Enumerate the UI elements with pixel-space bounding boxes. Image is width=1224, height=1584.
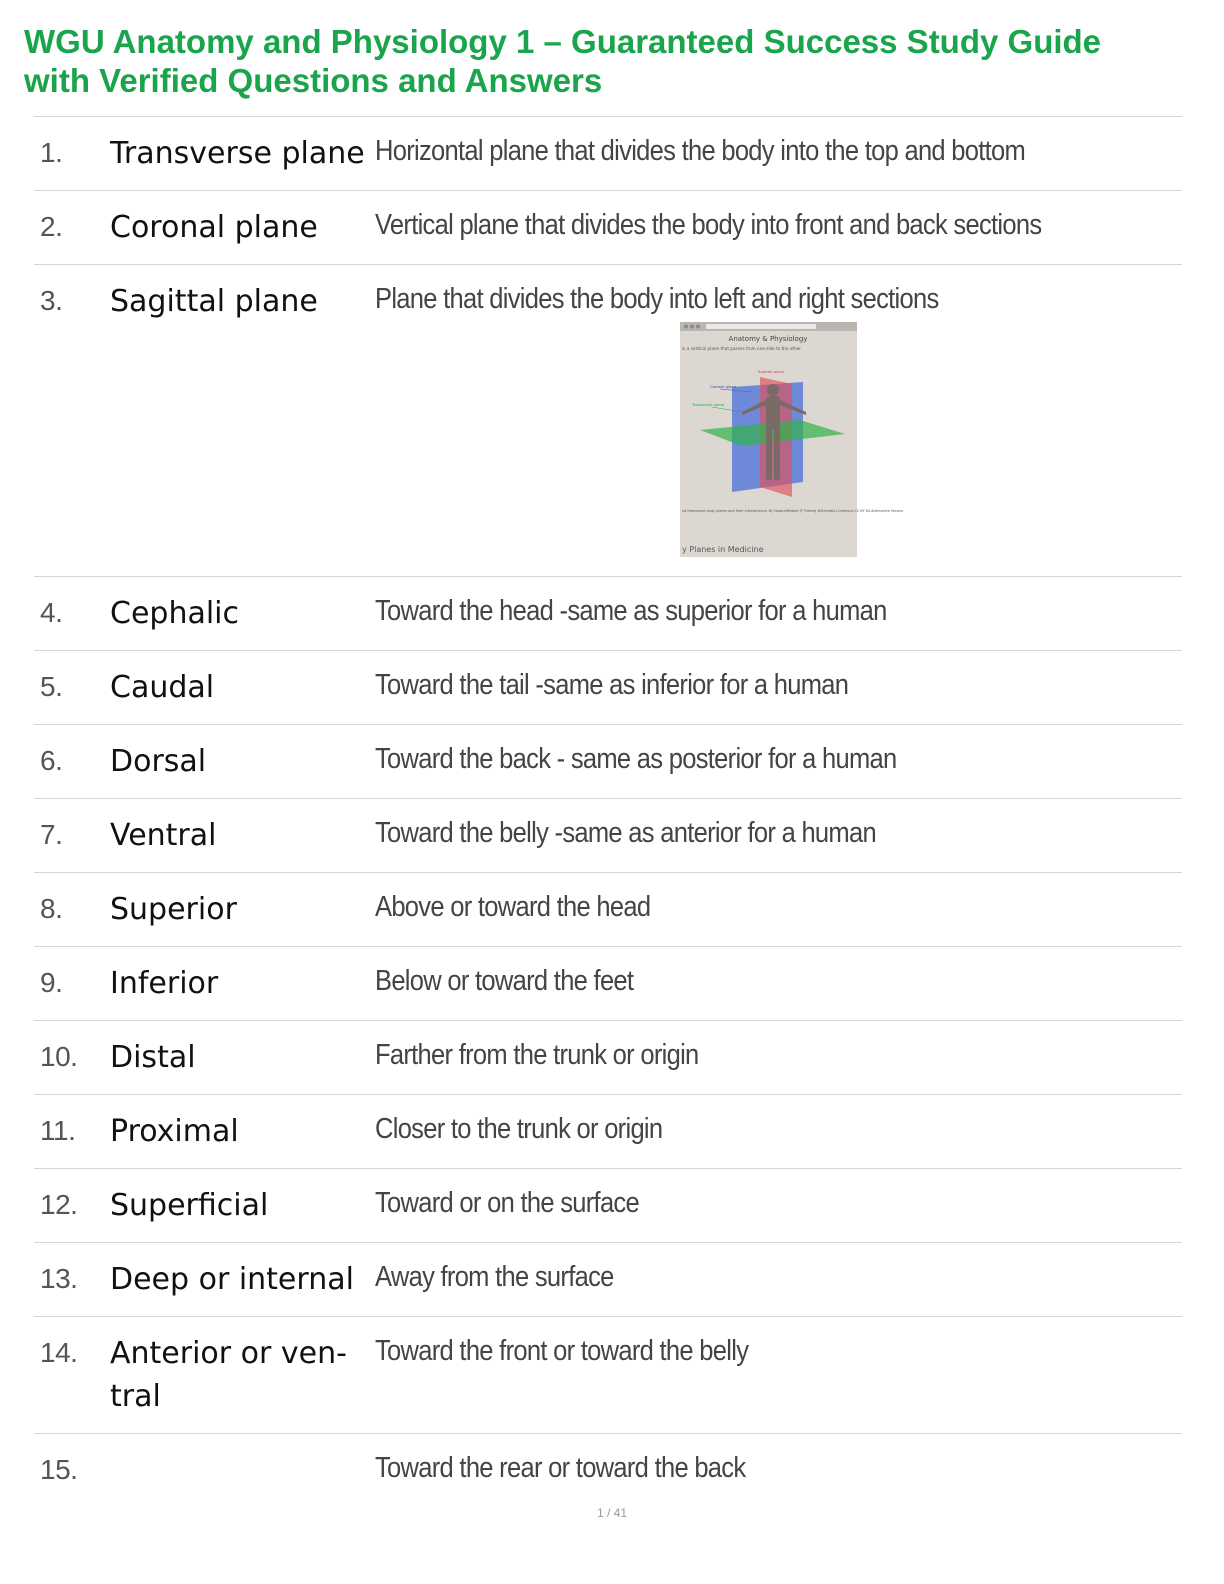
term-row [34, 265, 1182, 577]
term-definition: Vertical plane that divides the body into front and back sections [375, 209, 1042, 241]
term-definition: Closer to the trunk or origin [375, 1113, 663, 1145]
term-row [34, 873, 1182, 947]
title-line-1: WGU Anatomy and Physiology 1 – Guaranteed Success Study Guide [24, 23, 1102, 60]
figure-caption: ed transverse body planes and their intersections. By YassineMrabet (F Planes) Wikimedia Commons CC BY SA Alternative Version [682, 509, 904, 513]
term-number: 14. [40, 1337, 78, 1368]
term-name: Cephalic [110, 596, 240, 631]
term-number: 15. [40, 1454, 78, 1485]
term-name: Coronal plane [110, 210, 318, 245]
term-name: Sagittal plane [110, 284, 318, 319]
label-sagittal: Sagittal plane [758, 369, 785, 374]
term-number: 4. [40, 597, 63, 628]
term-number: 13. [40, 1263, 78, 1294]
term-definition: Toward the head -same as superior for a human [375, 595, 887, 627]
term-row [34, 651, 1182, 725]
term-name: Caudal [110, 670, 215, 705]
term-row [34, 1243, 1182, 1317]
label-coronal: Coronal plane [710, 384, 737, 389]
term-number: 10. [40, 1041, 78, 1072]
term-number: 8. [40, 893, 63, 924]
term-row [34, 1095, 1182, 1169]
term-definition: Toward the front or toward the belly [375, 1335, 749, 1367]
term-number: 5. [40, 671, 63, 702]
term-number: 12. [40, 1189, 78, 1220]
term-row [34, 799, 1182, 873]
term-number: 6. [40, 745, 63, 776]
page-indicator: 1 / 41 [596, 1506, 628, 1520]
term-row [34, 191, 1182, 265]
term-row [34, 1317, 1182, 1434]
term-name: Superior [110, 892, 237, 927]
document-title [24, 22, 1204, 100]
term-name: Dorsal [110, 744, 207, 779]
term-definition: Farther from the trunk or origin [375, 1039, 699, 1071]
term-definition: Horizontal plane that divides the body into the top and bottom [375, 135, 1026, 167]
term-definition: Toward the back - same as posterior for a human [375, 743, 897, 775]
term-name: Superficial [110, 1188, 269, 1223]
term-name: Proximal [110, 1114, 239, 1149]
term-name: Transverse plane [110, 136, 365, 171]
term-name: Inferior [110, 966, 219, 1001]
term-row [34, 725, 1182, 799]
body-planes-illustration [680, 322, 904, 557]
figure-footer: y Planes in Medicine [682, 545, 764, 554]
term-row [34, 1169, 1182, 1243]
term-definition: Above or toward the head [375, 891, 651, 923]
term-row [34, 947, 1182, 1021]
term-name: Ventral [110, 818, 217, 853]
term-number: 3. [40, 285, 63, 316]
term-definition: Toward the tail -same as inferior for a human [375, 669, 849, 701]
term-name: Distal [110, 1040, 196, 1075]
term-definition: Toward or on the surface [375, 1187, 639, 1219]
term-name: Deep or internal [110, 1262, 354, 1297]
term-name: Anterior or ven- tral [110, 1336, 347, 1414]
term-list [34, 116, 1182, 1524]
label-transverse: Transverse plane [692, 402, 725, 407]
term-number: 9. [40, 967, 63, 998]
title-line-2: with Verified Questions and Answers [24, 62, 603, 99]
term-definition: Toward the belly -same as anterior for a human [375, 817, 876, 849]
body-planes-figure [680, 322, 904, 557]
term-definition: Away from the surface [375, 1261, 614, 1293]
term-definition: Toward the rear or toward the back [375, 1452, 746, 1484]
term-definition: Below or toward the feet [375, 965, 634, 997]
figure-subheader: is a vertical plane that passes from one side to the other [682, 346, 801, 351]
term-row [34, 1021, 1182, 1095]
figure-header: Anatomy & Physiology [728, 335, 808, 343]
term-number: 2. [40, 211, 63, 242]
term-definition: Plane that divides the body into left and right sections [375, 283, 939, 315]
term-number: 1. [40, 137, 63, 168]
term-row [34, 117, 1182, 191]
term-number: 7. [40, 819, 63, 850]
term-row [34, 577, 1182, 651]
term-number: 11. [40, 1115, 76, 1146]
